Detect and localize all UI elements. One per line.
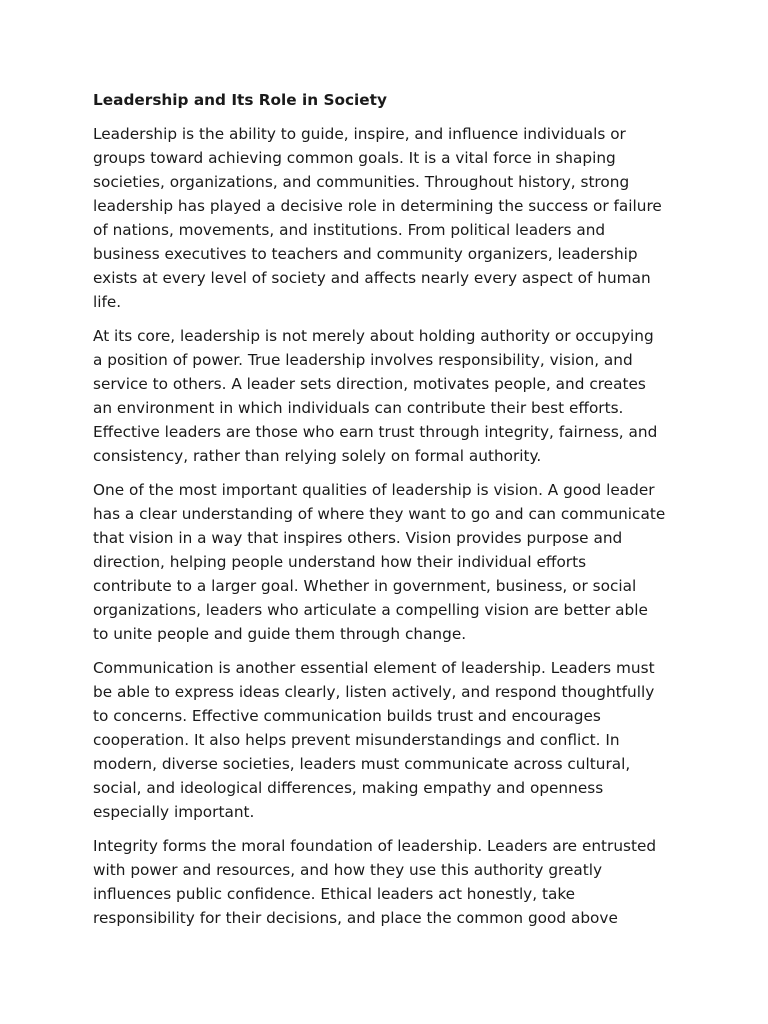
text-line: that vision in a way that inspires others. Vision provides purpose and — [93, 529, 623, 547]
text-line: life. — [93, 293, 122, 311]
text-line: of nations, movements, and institutions. From political leaders and — [93, 221, 606, 239]
text-line: Leadership is the ability to guide, inspire, and influence individuals or — [93, 125, 626, 143]
text-line: exists at every level of society and affects nearly every aspect of human — [93, 269, 651, 287]
paragraph-2 — [93, 324, 677, 468]
text-line: cooperation. It also helps prevent misunderstandings and conflict. In — [93, 731, 620, 749]
text-line: social, and ideological differences, making empathy and openness — [93, 779, 604, 797]
text-line: Effective leaders are those who earn trust through integrity, fairness, and — [93, 423, 658, 441]
text-line: to concerns. Effective communication builds trust and encourages — [93, 707, 601, 725]
text-line: especially important. — [93, 803, 255, 821]
text-line: groups toward achieving common goals. It is a vital force in shaping — [93, 149, 616, 167]
text-line: with power and resources, and how they use this authority greatly — [93, 861, 603, 879]
text-line: consistency, rather than relying solely on formal authority. — [93, 447, 542, 465]
text-line: Communication is another essential element of leadership. Leaders must — [93, 659, 655, 677]
text-line: influences public confidence. Ethical leaders act honestly, take — [93, 885, 576, 903]
text-line: direction, helping people understand how their individual efforts — [93, 553, 587, 571]
text-line: At its core, leadership is not merely about holding authority or occupying — [93, 327, 654, 345]
text-line: an environment in which individuals can contribute their best efforts. — [93, 399, 624, 417]
text-line: service to others. A leader sets direction, motivates people, and creates — [93, 375, 646, 393]
text-line: business executives to teachers and community organizers, leadership — [93, 245, 638, 263]
paragraph-3 — [93, 478, 677, 646]
text-line: contribute to a larger goal. Whether in government, business, or social — [93, 577, 637, 595]
text-line: modern, diverse societies, leaders must communicate across cultural, — [93, 755, 631, 773]
text-line: responsibility for their decisions, and place the common good above — [93, 909, 618, 927]
text-line: be able to express ideas clearly, listen actively, and respond thoughtfully — [93, 683, 655, 701]
paragraph-4 — [93, 656, 677, 824]
text-line: to unite people and guide them through change. — [93, 625, 467, 643]
text-line: organizations, leaders who articulate a compelling vision are better able — [93, 601, 648, 619]
text-line: Integrity forms the moral foundation of leadership. Leaders are entrusted — [93, 837, 657, 855]
text-line: leadership has played a decisive role in determining the success or failure — [93, 197, 662, 215]
text-line: has a clear understanding of where they want to go and can communicate — [93, 505, 666, 523]
text-line: societies, organizations, and communities. Throughout history, strong — [93, 173, 630, 191]
paragraph-5 — [93, 834, 677, 930]
text-line: a position of power. True leadership involves responsibility, vision, and — [93, 351, 633, 369]
document-body — [93, 88, 677, 940]
document-title: Leadership and Its Role in Society — [93, 91, 387, 109]
paragraph-1 — [93, 122, 677, 314]
text-line: One of the most important qualities of leadership is vision. A good leader — [93, 481, 655, 499]
